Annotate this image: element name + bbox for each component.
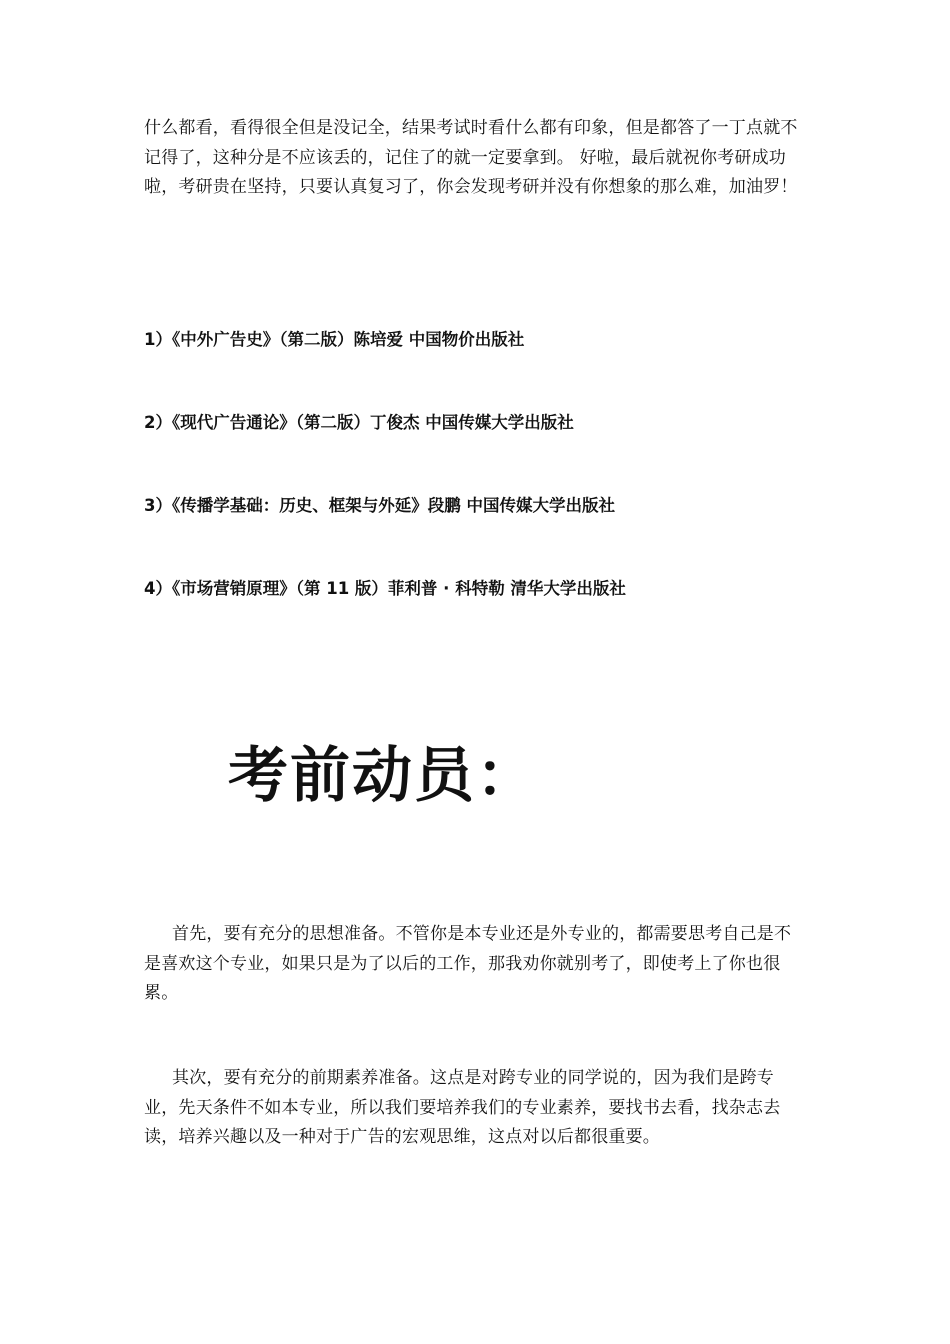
book-list-item-4: 4）《市场营销原理》（第 11 版）菲利普 · 科特勒 清华大学出版社	[144, 579, 626, 598]
mobilization-paragraph-2: 其次，要有充分的前期素养准备。这点是对跨专业的同学说的，因为我们是跨专业，先天条件不如本专业，所以我们要培养我们的专业素养，要找书去看，找杂志去读，培养兴趣以及一种对于广告的宏观思维，这点对以后都很重要。	[144, 1068, 781, 1147]
intro-paragraph: 什么都看，看得很全但是没记全，结果考试时看什么都有印象，但是都答了一丁点就不记得了，这种分是不应该丢的，记住了的就一定要拿到。 好啦，最后就祝你考研成功啦，考研贵在坚持，只要认真复习了，你会发现考研并没有你想象的那么难，加油罗！	[144, 118, 798, 197]
book-list-item-1: 1）《中外广告史》（第二版）陈培爱 中国物价出版社	[144, 330, 525, 349]
book-list-item-2: 2）《现代广告通论》（第二版）丁俊杰 中国传媒大学出版社	[144, 413, 574, 432]
mobilization-paragraph-1: 首先，要有充分的思想准备。不管你是本专业还是外专业的，都需要思考自己是不是喜欢这个专业，如果只是为了以后的工作，那我劝你就别考了，即使考上了你也很累。	[144, 924, 792, 1003]
book-list-item-3: 3）《传播学基础：历史、框架与外延》段鹏 中国传媒大学出版社	[144, 496, 615, 515]
section-heading: 考前动员：	[228, 741, 538, 811]
